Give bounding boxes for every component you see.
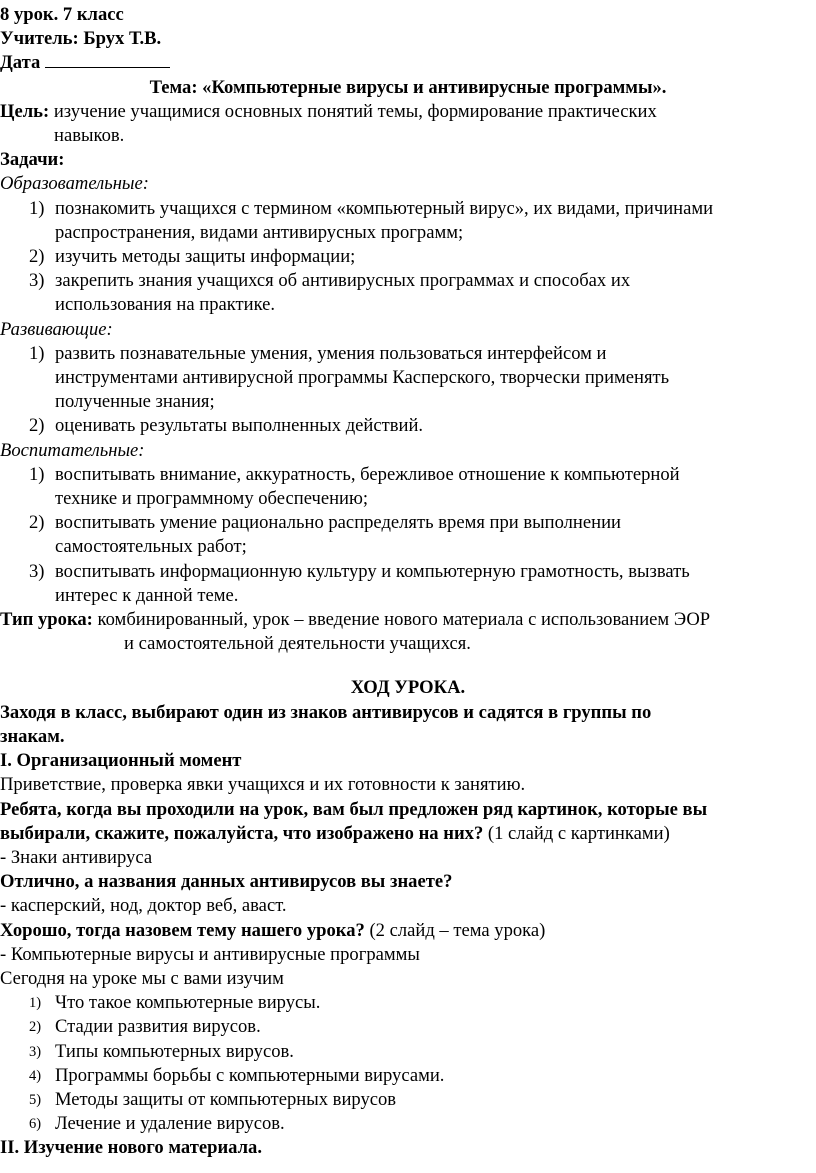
answer-3: - Компьютерные вирусы и антивирусные программы bbox=[0, 943, 420, 965]
greeting-text: Приветствие, проверка явки учащихся и их готовности к занятию. bbox=[0, 774, 526, 796]
upbringing-label: Воспитательные: bbox=[0, 439, 145, 461]
date-label: Дата bbox=[0, 52, 41, 74]
question-1-line-2: выбирали, скажите, пожалуйста, что изображено на них? (1 слайд с картинками) bbox=[0, 822, 670, 844]
list-item: 2) оценивать результаты выполненных действий. bbox=[29, 415, 424, 437]
course-intro-2: знакам. bbox=[0, 725, 65, 747]
answer-1: - Знаки антивируса bbox=[0, 846, 153, 868]
lesson-type-label: Тип урока: bbox=[0, 609, 93, 631]
date-line bbox=[0, 51, 816, 75]
question-1-line-1: Ребята, когда вы проходили на урок, вам был предложен ряд картинок, которые вы bbox=[0, 798, 708, 820]
section-2-heading: II. Изучение нового материала. bbox=[0, 1137, 262, 1159]
section-1-heading: I. Организационный момент bbox=[0, 750, 242, 772]
lesson-type-text-2: и самостоятельной деятельности учащихся. bbox=[124, 633, 471, 655]
list-item: 2) Стадии развития вирусов. bbox=[29, 1016, 261, 1038]
lesson-number: 8 урок. 7 класс bbox=[0, 4, 124, 25]
list-item: 3) закрепить знания учащихся об антивирусных программах и способах их использования на практике. bbox=[29, 270, 631, 316]
question-2: Отлично, а названия данных антивирусов вы знаете? bbox=[0, 871, 453, 893]
course-intro-1: Заходя в класс, выбирают один из знаков антивирусов и садятся в группы по bbox=[0, 701, 652, 723]
developing-list bbox=[0, 342, 816, 439]
lesson-topic: Тема: «Компьютерные вирусы и антивирусные программы». bbox=[149, 76, 667, 98]
list-item: 1) познакомить учащихся с термином «компьютерный вирус», их видами, причинами распространения, видами антивирусных программ; bbox=[29, 197, 714, 243]
educational-label: Образовательные: bbox=[0, 173, 149, 195]
answer-2: - касперский, нод, доктор веб, аваст. bbox=[0, 895, 287, 917]
date-blank bbox=[45, 51, 170, 68]
lesson-type-block bbox=[0, 608, 816, 656]
goal-label: Цель: bbox=[0, 100, 50, 122]
goal-text-1: изучение учащимися основных понятий темы, формирование практических bbox=[49, 100, 657, 122]
list-item: 2) воспитывать умение рационально распределять время при выполнении самостоятельных работ; bbox=[29, 512, 621, 558]
list-item: 3) воспитывать информационную культуру и компьютерную грамотность, вызвать интерес к данной теме. bbox=[29, 560, 690, 606]
list-item: 2) изучить методы защиты информации; bbox=[29, 246, 356, 268]
upbringing-list bbox=[0, 463, 816, 608]
lesson-type-text-1: комбинированный, урок – введение нового материала с использованием ЭОР bbox=[92, 609, 711, 631]
course-title: ХОД УРОКА. bbox=[350, 677, 466, 699]
teacher-name: Учитель: Брух Т.В. bbox=[0, 28, 162, 50]
list-item: 3) Типы компьютерных вирусов. bbox=[29, 1040, 294, 1062]
list-item: 1) Что такое компьютерные вирусы. bbox=[29, 992, 321, 1014]
goal-block bbox=[0, 100, 816, 148]
list-item: 1) развить познавательные умения, умения пользоваться интерфейсом и инструментами антивирусной программы Касперского, творчески применять полученные знания; bbox=[29, 342, 670, 413]
list-item: 1) воспитывать внимание, аккуратность, бережливое отношение к компьютерной технике и программному обеспечению; bbox=[29, 463, 680, 510]
educational-list bbox=[0, 197, 816, 318]
question-3: Хорошо, тогда назовем тему нашего урока? (2 слайд – тема урока) bbox=[0, 919, 546, 941]
lesson-plan-list bbox=[0, 991, 816, 1136]
developing-label: Развивающие: bbox=[0, 318, 113, 340]
list-item: 6) Лечение и удаление вирусов. bbox=[29, 1113, 285, 1135]
list-item: 4) Программы борьбы с компьютерными вирусами. bbox=[29, 1064, 445, 1086]
today-text: Сегодня на уроке мы с вами изучим bbox=[0, 967, 284, 989]
list-item: 5) Методы защиты от компьютерных вирусов bbox=[29, 1088, 397, 1110]
tasks-label: Задачи: bbox=[0, 149, 65, 171]
goal-text-2: навыков. bbox=[54, 125, 125, 147]
